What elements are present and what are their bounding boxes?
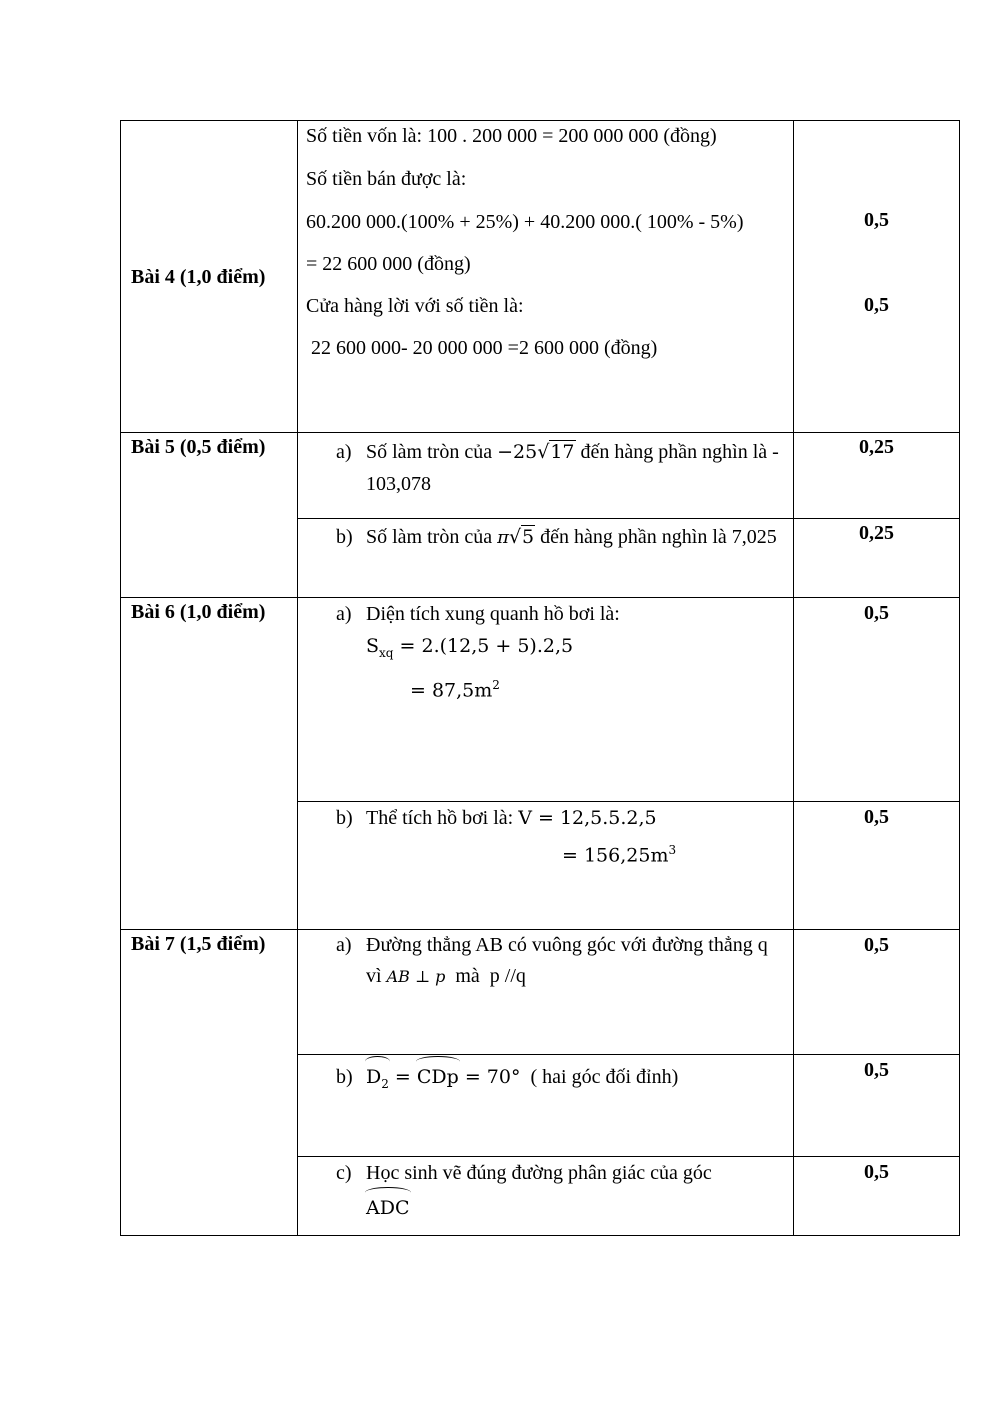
bai5-label-cell [121, 433, 298, 598]
bai6-a-result-line [366, 669, 785, 706]
bai6-a-formula-line [366, 630, 785, 669]
bai7-b-item [298, 1055, 793, 1100]
bai6-b-result: = 156,25m [562, 844, 669, 867]
bai7-b-angle1 [366, 1061, 389, 1100]
sqrt-icon: √ [508, 526, 522, 548]
row-bai4 [121, 121, 960, 433]
bai5-b-points: 0,25 [859, 522, 894, 544]
bai5-a-post: đến hàng phần nghìn là - 103,078 [366, 441, 779, 495]
bai5-b-marker: b) [336, 526, 353, 548]
bai6-b-points: 0,5 [864, 806, 889, 828]
bai5-a-item [298, 433, 793, 500]
bai4-line-2: Số tiền bán được là: [306, 168, 467, 190]
bai7-c-angle: ADC [366, 1192, 410, 1224]
bai7-a-item [298, 930, 793, 992]
bai5-b-pre: Số làm tròn của [366, 526, 498, 548]
bai4-line-5: Cửa hàng lời với số tiền là: [306, 295, 524, 317]
bai7-a-points: 0,5 [864, 934, 889, 956]
bai5-b-text [366, 522, 785, 553]
bai6-b-marker: b) [336, 807, 353, 829]
bai7-label-cell [121, 930, 298, 1236]
bai7-b-text [366, 1061, 785, 1100]
bai4-line-4: = 22 600 000 (đồng) [306, 253, 471, 275]
bai4-line-6: 22 600 000- 20 000 000 =2 600 000 (đồng) [306, 337, 658, 359]
sqrt-icon: √ [537, 441, 550, 463]
bai7-b-angle1-sub: 2 [381, 1076, 389, 1091]
bai4-points-2: 0,5 [864, 294, 889, 316]
bai7-a-pre: Đường thẳng AB có vuông góc với đường thẳng q vì [366, 934, 768, 987]
bai5-label: Bài 5 (0,5 điểm) [131, 436, 266, 458]
bai7-b-points-cell [794, 1055, 960, 1157]
bai6-a-body [366, 598, 785, 706]
bai7-a-marker: a) [336, 934, 352, 956]
bai7-a-math: AB ⊥ p [386, 967, 446, 986]
grading-table [120, 120, 960, 1236]
bai5-b-cell [298, 519, 794, 598]
bai6-a-s: S [366, 635, 380, 657]
bai7-a-points-cell [794, 930, 960, 1055]
bai4-points-1: 0,5 [864, 209, 889, 231]
bai5-b-points-cell [794, 519, 960, 598]
bai7-c-marker: c) [336, 1162, 352, 1184]
bai5-b-item [298, 519, 793, 553]
bai7-c-item [298, 1157, 793, 1224]
bai5-b-pi: π [497, 527, 509, 548]
bai6-a-item [298, 598, 793, 706]
bai7-a-text [366, 930, 785, 992]
bai7-b-eq: = [388, 1066, 417, 1088]
bai6-a-cell [298, 598, 794, 802]
bai5-a-cell [298, 433, 794, 519]
bai6-a-s-sub: xq [379, 645, 394, 660]
bai4-points-cell [794, 121, 960, 433]
bai7-label: Bài 7 (1,5 điểm) [131, 933, 266, 955]
bai7-c-text: Học sinh vẽ đúng đường phân giác của góc [366, 1162, 712, 1184]
bai6-a-result: = 87,5m [410, 679, 493, 702]
bai6-b-points-cell [794, 802, 960, 930]
bai7-b-cell [298, 1055, 794, 1157]
bai5-a-points-cell [794, 433, 960, 519]
bai7-c-angle-line [366, 1189, 785, 1224]
bai4-line-1: Số tiền vốn là: 100 . 200 000 = 200 000 000 (đồng) [306, 125, 717, 147]
bai6-a-points: 0,5 [864, 602, 889, 624]
bai6-b-line [366, 802, 785, 834]
bai5-a-radicand: 17 [550, 441, 575, 463]
bai4-label-cell [121, 121, 298, 433]
bai5-b-post: đến hàng phần nghìn là 7,025 [535, 526, 777, 548]
bai6-b-item [298, 802, 793, 871]
bai7-b-marker: b) [336, 1066, 353, 1088]
bai7-a-post: mà p //q [445, 965, 526, 987]
bai6-b-formula: V = 12,5.5.2,5 [518, 807, 657, 829]
bai6-b-cell [298, 802, 794, 930]
bai7-c-points: 0,5 [864, 1161, 889, 1183]
bai6-b-result-line [366, 834, 785, 871]
bai7-c-points-cell [794, 1157, 960, 1236]
bai6-label-cell [121, 598, 298, 930]
bai6-b-text: Thể tích hồ bơi là: [366, 807, 519, 829]
bai7-c-cell [298, 1157, 794, 1236]
bai6-a-result-sup: 2 [492, 677, 500, 692]
row-bai5-a [121, 433, 960, 519]
bai4-line-3: 60.200 000.(100% + 25%) + 40.200 000.( 100% - 5%) [306, 211, 744, 233]
bai7-c-body [366, 1157, 785, 1224]
bai6-label: Bài 6 (1,0 điểm) [131, 601, 266, 623]
bai5-a-pre: Số làm tròn của [366, 441, 498, 463]
bai6-a-text: Diện tích xung quanh hồ bơi là: [366, 603, 620, 625]
bai6-a-formula: = 2.(12,5 + 5).2,5 [393, 635, 574, 657]
bai7-b-points: 0,5 [864, 1059, 889, 1081]
bai5-b-radicand: 5 [522, 526, 535, 548]
bai7-b-angle1-letter: D [366, 1066, 382, 1088]
bai6-b-result-sup: 3 [668, 843, 677, 857]
row-bai7-a [121, 930, 960, 1055]
bai4-content-cell [298, 121, 794, 433]
bai6-b-body [366, 802, 785, 871]
bai7-a-cell [298, 930, 794, 1055]
bai4-label: Bài 4 (1,0 điểm) [131, 265, 266, 288]
bai5-a-coef: −25 [497, 441, 538, 463]
bai7-b-post: ( hai góc đối đỉnh) [520, 1066, 679, 1088]
bai7-b-angle2: CDp [417, 1061, 459, 1093]
row-bai6-a [121, 598, 960, 802]
answer-key-sheet [120, 120, 959, 1236]
bai7-b-eq2: = 70° [458, 1066, 521, 1088]
bai6-a-points-cell [794, 598, 960, 802]
bai5-a-text [366, 436, 785, 500]
bai5-a-points: 0,25 [859, 436, 894, 458]
bai6-a-marker: a) [336, 603, 352, 625]
bai5-a-marker: a) [336, 441, 352, 463]
